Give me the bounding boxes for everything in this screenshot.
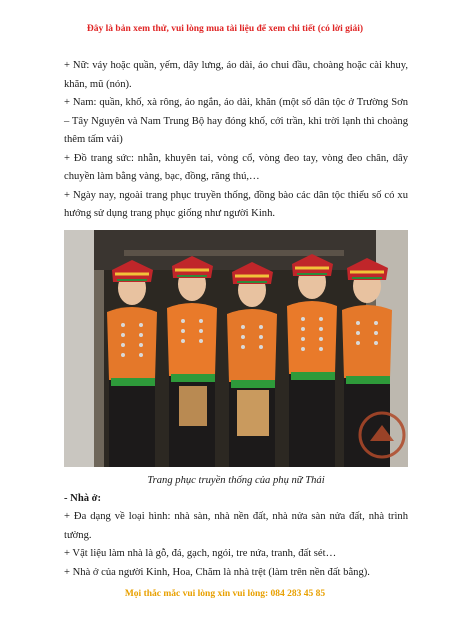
paragraph-modern-clothing: + Ngày nay, ngoài trang phục truyền thống, đồng bào các dân tộc thiểu số có xu hướng sử dụng trang phục giống như người Kinh. (64, 189, 408, 219)
contact-footer: Mọi thắc mắc vui lòng xin vui lòng: 084 283 45 85 (124, 589, 326, 599)
paragraph-jewelry: + Đồ trang sức: nhẫn, khuyên tai, vòng cổ, vòng đeo tay, vòng đeo chân, dây chuyền làm bằng vàng, bạc, đồng, răng thú,… (64, 152, 408, 182)
housing-item-materials: + Vật liệu làm nhà là gỗ, đá, gạch, ngói, tre nứa, tranh, đất sét… (64, 548, 337, 559)
section-title-housing: - Nhà ở: (64, 492, 102, 504)
document-body (64, 57, 408, 582)
photo-caption: Trang phục truyền thống của phụ nữ Thái (147, 474, 325, 486)
thai-women-photo (64, 230, 408, 467)
paragraph-men-clothing: + Nam: quần, khố, xà rông, áo ngắn, áo dài, khăn (một số dân tộc ở Trường Sơn – Tây Nguyên và Nam Trung Bộ hay đóng khố, cởi trần, khi trời lạnh thì choàng thêm tấm vải) (64, 97, 408, 145)
paragraph-women-clothing: + Nữ: váy hoặc quần, yếm, dây lưng, áo dài, áo chui đầu, choàng hoặc cài khuy, khăn, mũ (nón). (64, 60, 408, 90)
housing-item-types: + Đa dạng về loại hình: nhà sàn, nhà nền đất, nhà nửa sàn nửa đất, nhà trình tường. (64, 511, 408, 541)
preview-notice: Đây là bản xem thử, vui lòng mua tài liệu để xem chi tiết (có lời giải) (86, 24, 364, 34)
housing-item-kinh-hoa-cham: + Nhà ở của người Kinh, Hoa, Chăm là nhà trệt (làm trên nền đất bằng). (64, 566, 370, 578)
photo-illustration (64, 230, 408, 467)
